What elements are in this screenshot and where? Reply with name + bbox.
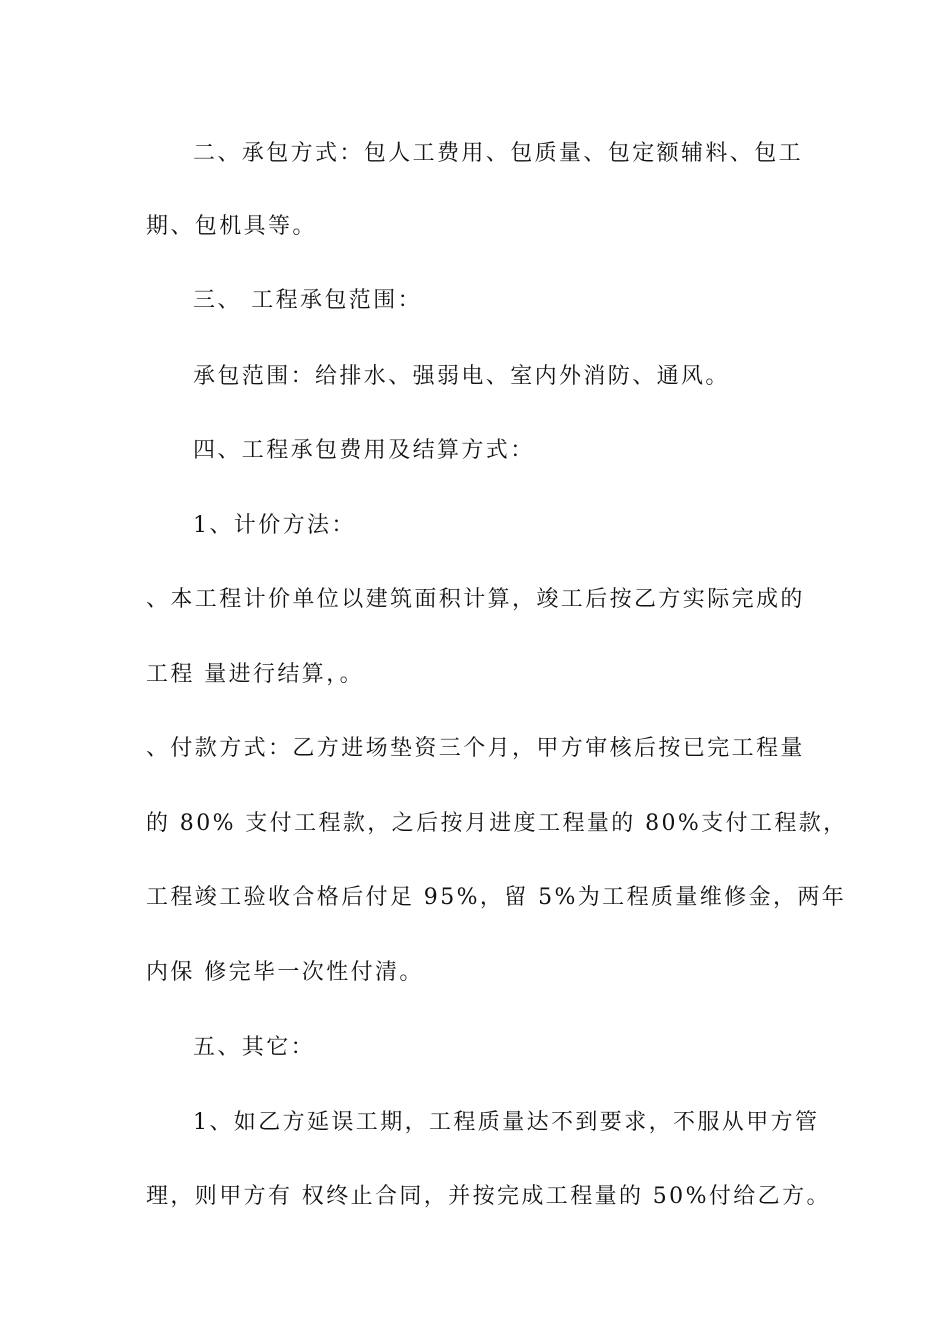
scope-line: 承包范围：给排水、强弱电、室内外消防、通风。 xyxy=(193,364,730,389)
pricing-method-heading: 1、计价方法： xyxy=(193,513,356,538)
payment-line-1: 、付款方式：乙方进场垫资三个月，甲方审核后按已完工程量 xyxy=(146,736,805,761)
section-four-heading: 四、工程承包费用及结算方式： xyxy=(193,438,535,463)
pricing-line-2: 工程 量进行结算，。 xyxy=(146,662,364,687)
section-five-heading: 五、其它： xyxy=(193,1035,316,1060)
other-item-1-line-1: 1、如乙方延误工期，工程质量达不到要求，不服从甲方管 xyxy=(193,1110,820,1135)
payment-line-2: 的 80% 支付工程款，之后按月进度工程量的 80%支付工程款， xyxy=(146,811,848,836)
payment-line-4: 内保 修完毕一次性付清。 xyxy=(146,960,424,985)
other-item-1-line-2: 理，则甲方有 权终止合同，并按完成工程量的 50%付给乙方。 xyxy=(146,1184,831,1209)
section-two-line-1: 二、承包方式：包人工费用、包质量、包定额辅料、包工 xyxy=(193,141,804,166)
section-three-heading: 三、 工程承包范围： xyxy=(193,288,422,313)
section-two-line-2: 期、包机具等。 xyxy=(146,214,317,239)
payment-line-3: 工程竣工验收合格后付足 95%，留 5%为工程质量维修金，两年 xyxy=(146,885,847,910)
pricing-line-1: 、本工程计价单位以建筑面积计算，竣工后按乙方实际完成的 xyxy=(146,587,805,612)
